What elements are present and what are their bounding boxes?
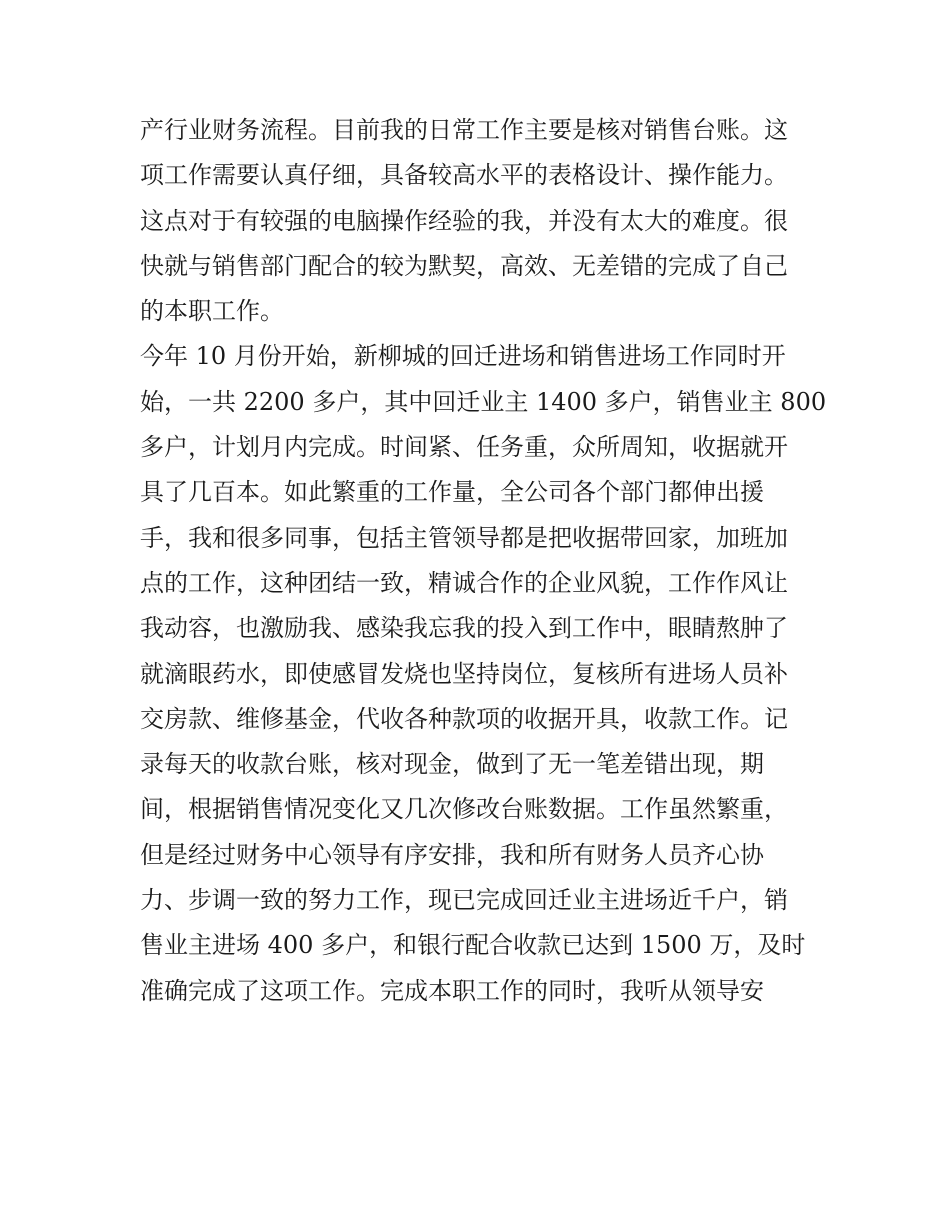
text-line: 但是经过财务中心领导有序安排，我和所有财务人员齐心协 <box>140 840 764 869</box>
text-line: 力、步调一致的努力工作，现已完成回迁业主进场近千户，销 <box>140 886 788 915</box>
text-line: 交房款、维修基金，代收各种款项的收据开具，收款工作。记 <box>140 704 788 733</box>
text-line: 快就与销售部门配合的较为默契，高效、无差错的完成了自己 <box>140 251 788 280</box>
text-line: 产行业财务流程。目前我的日常工作主要是核对销售台账。这 <box>140 116 788 144</box>
text-line: 多户，计划月内完成。时间紧、任务重，众所周知，收据就开 <box>140 433 788 462</box>
document-body <box>140 108 827 1014</box>
text-line: 录每天的收款台账，核对现金，做到了无一笔差错出现，期 <box>140 750 764 779</box>
text-line: 就滴眼药水，即使感冒发烧也坚持岗位，复核所有进场人员补 <box>140 659 788 688</box>
text-line: 手，我和很多同事，包括主管领导都是把收据带回家，加班加 <box>140 523 788 552</box>
text-line: 间，根据销售情况变化又几次修改台账数据。工作虽然繁重， <box>140 795 788 824</box>
text-line: 具了几百本。如此繁重的工作量，全公司各个部门都伸出援 <box>140 478 764 507</box>
text-line: 项工作需要认真仔细，具备较高水平的表格设计、操作能力。 <box>140 161 788 190</box>
text-line: 我动容，也激励我、感染我忘我的投入到工作中，眼睛熬肿了 <box>140 614 788 643</box>
text-line: 的本职工作。 <box>140 297 284 326</box>
text-line: 准确完成了这项工作。完成本职工作的同时，我听从领导安 <box>140 976 764 1005</box>
text-line: 售业主进场 400 多户，和银行配合收款已达到 1500 万，及时 <box>140 931 806 960</box>
text-line: 今年 10 月份开始，新柳城的回迁进场和销售进场工作同时开 <box>140 342 786 371</box>
text-line: 点的工作，这种团结一致，精诚合作的企业风貌，工作作风让 <box>140 568 788 597</box>
text-line: 始，一共 2200 多户，其中回迁业主 1400 多户，销售业主 800 <box>140 387 827 416</box>
text-line: 这点对于有较强的电脑操作经验的我，并没有太大的难度。很 <box>140 206 788 235</box>
